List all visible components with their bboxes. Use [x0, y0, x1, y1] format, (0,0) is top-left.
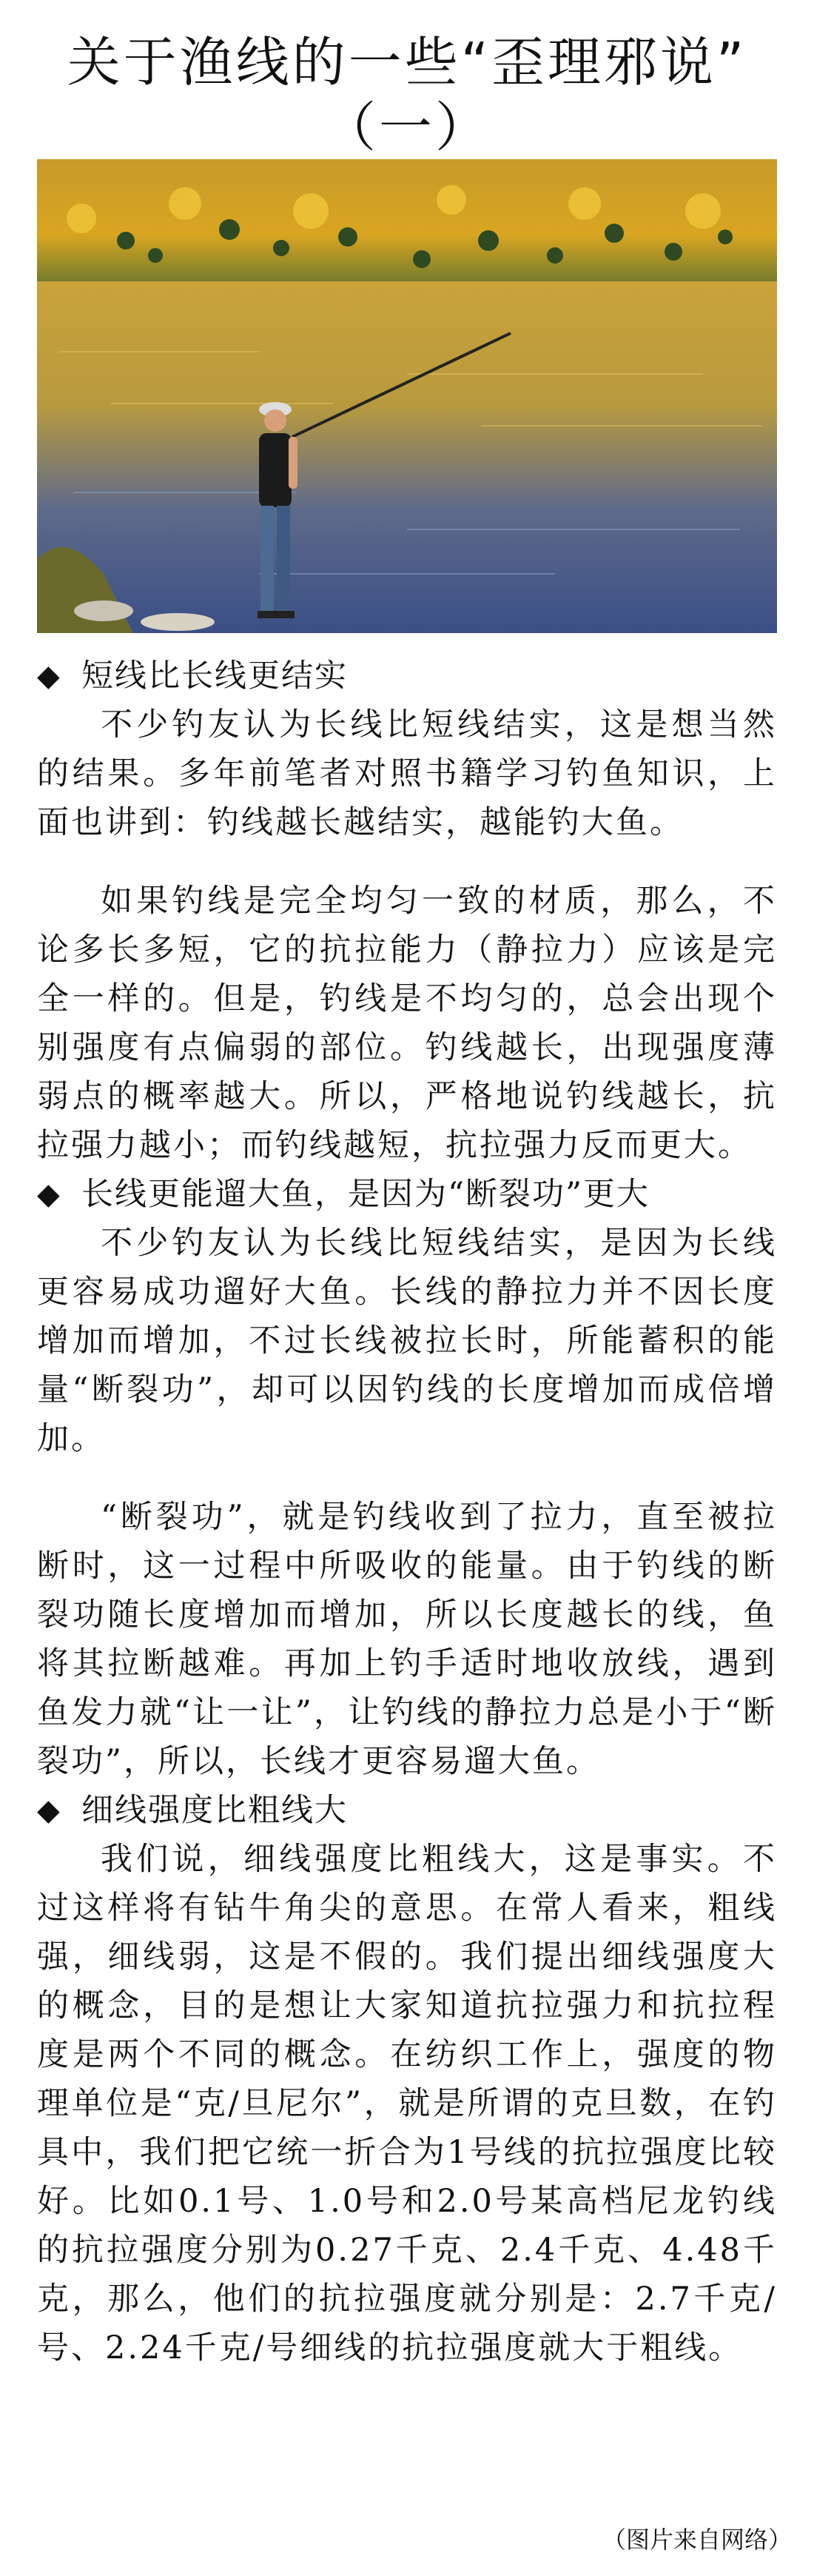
diamond-bullet-icon: ◆: [37, 1793, 60, 1827]
section-heading-1: [37, 652, 777, 700]
title-line-2: （一）: [322, 96, 491, 158]
article-body: [37, 652, 777, 2372]
photo-icon: [37, 159, 777, 633]
section-heading-3: [37, 1786, 777, 1835]
paragraph: 我们说，细线强度比粗线大，这是事实。不过这样将有钻牛角尖的意思。在常人看来，粗线强，细线弱，这是不假的。我们提出细线强度大的概念，目的是想让大家知道抗拉强力和抗拉程度是两个不同的概念。在纺织工作上，强度的物理单位是“克/旦尼尔”，就是所谓的克旦数，在钓具中，我们把它统一折合为1号线的抗拉强度比较好。比如0.1号、1.0号和2.0号某高档尼龙钓线的抗拉强度分别为0.27千克、2.4千克、4.48千克，那么，他们的抗拉强度就分别是：2.7千克/号、2.24千克/号细线的抗拉强度就大于粗线。: [37, 1841, 777, 2366]
section-heading-2: [37, 1170, 777, 1219]
diamond-bullet-icon: ◆: [37, 659, 60, 693]
fishing-photo: [37, 159, 777, 633]
diamond-bullet-icon: ◆: [37, 1177, 60, 1211]
section-title: 长线更能遛大鱼，是因为“断裂功”更大: [81, 1176, 650, 1213]
section-title: 短线比长线更结实: [81, 658, 348, 695]
image-source-note: （图片来自网络）: [602, 2526, 792, 2554]
section-title: 细线强度比粗线大: [81, 1792, 348, 1829]
paragraph: 如果钓线是完全均匀一致的材质，那么，不论多长多短，它的抗拉能力（静拉力）应该是完全一样的。但是，钓线是不均匀的，总会出现个别强度有点偏弱的部位。钓线越长，出现强度薄弱点的概率越大。所以，严格地说钓线越长，抗拉强力越小；而钓线越短，抗拉强力反而更大。: [37, 883, 777, 1164]
paragraph: 不少钓友认为长线比短线结实，是因为长线更容易成功遛好大鱼。长线的静拉力并不因长度增加而增加，不过长线被拉长时，所能蓄积的能量“断裂功”，却可以因钓线的长度增加而成倍增加。: [37, 1225, 777, 1457]
paragraph: “断裂功”，就是钓线收到了拉力，直至被拉断时，这一过程中所吸收的能量。由于钓线的断裂功随长度增加而增加，所以长度越长的线，鱼将其拉断越难。再加上钓手适时地收放线，遇到鱼发力就“让一让”，让钓线的静拉力总是小于“断裂功”，所以，长线才更容易遛大鱼。: [37, 1499, 777, 1780]
paragraph: 不少钓友认为长线比短线结实，这是想当然的结果。多年前笔者对照书籍学习钓鱼知识，上面也讲到：钓线越长越结实，越能钓大鱼。: [37, 706, 777, 841]
article-title: [0, 30, 814, 160]
title-line-1: 关于渔线的一些“歪理邪说”: [67, 31, 747, 93]
